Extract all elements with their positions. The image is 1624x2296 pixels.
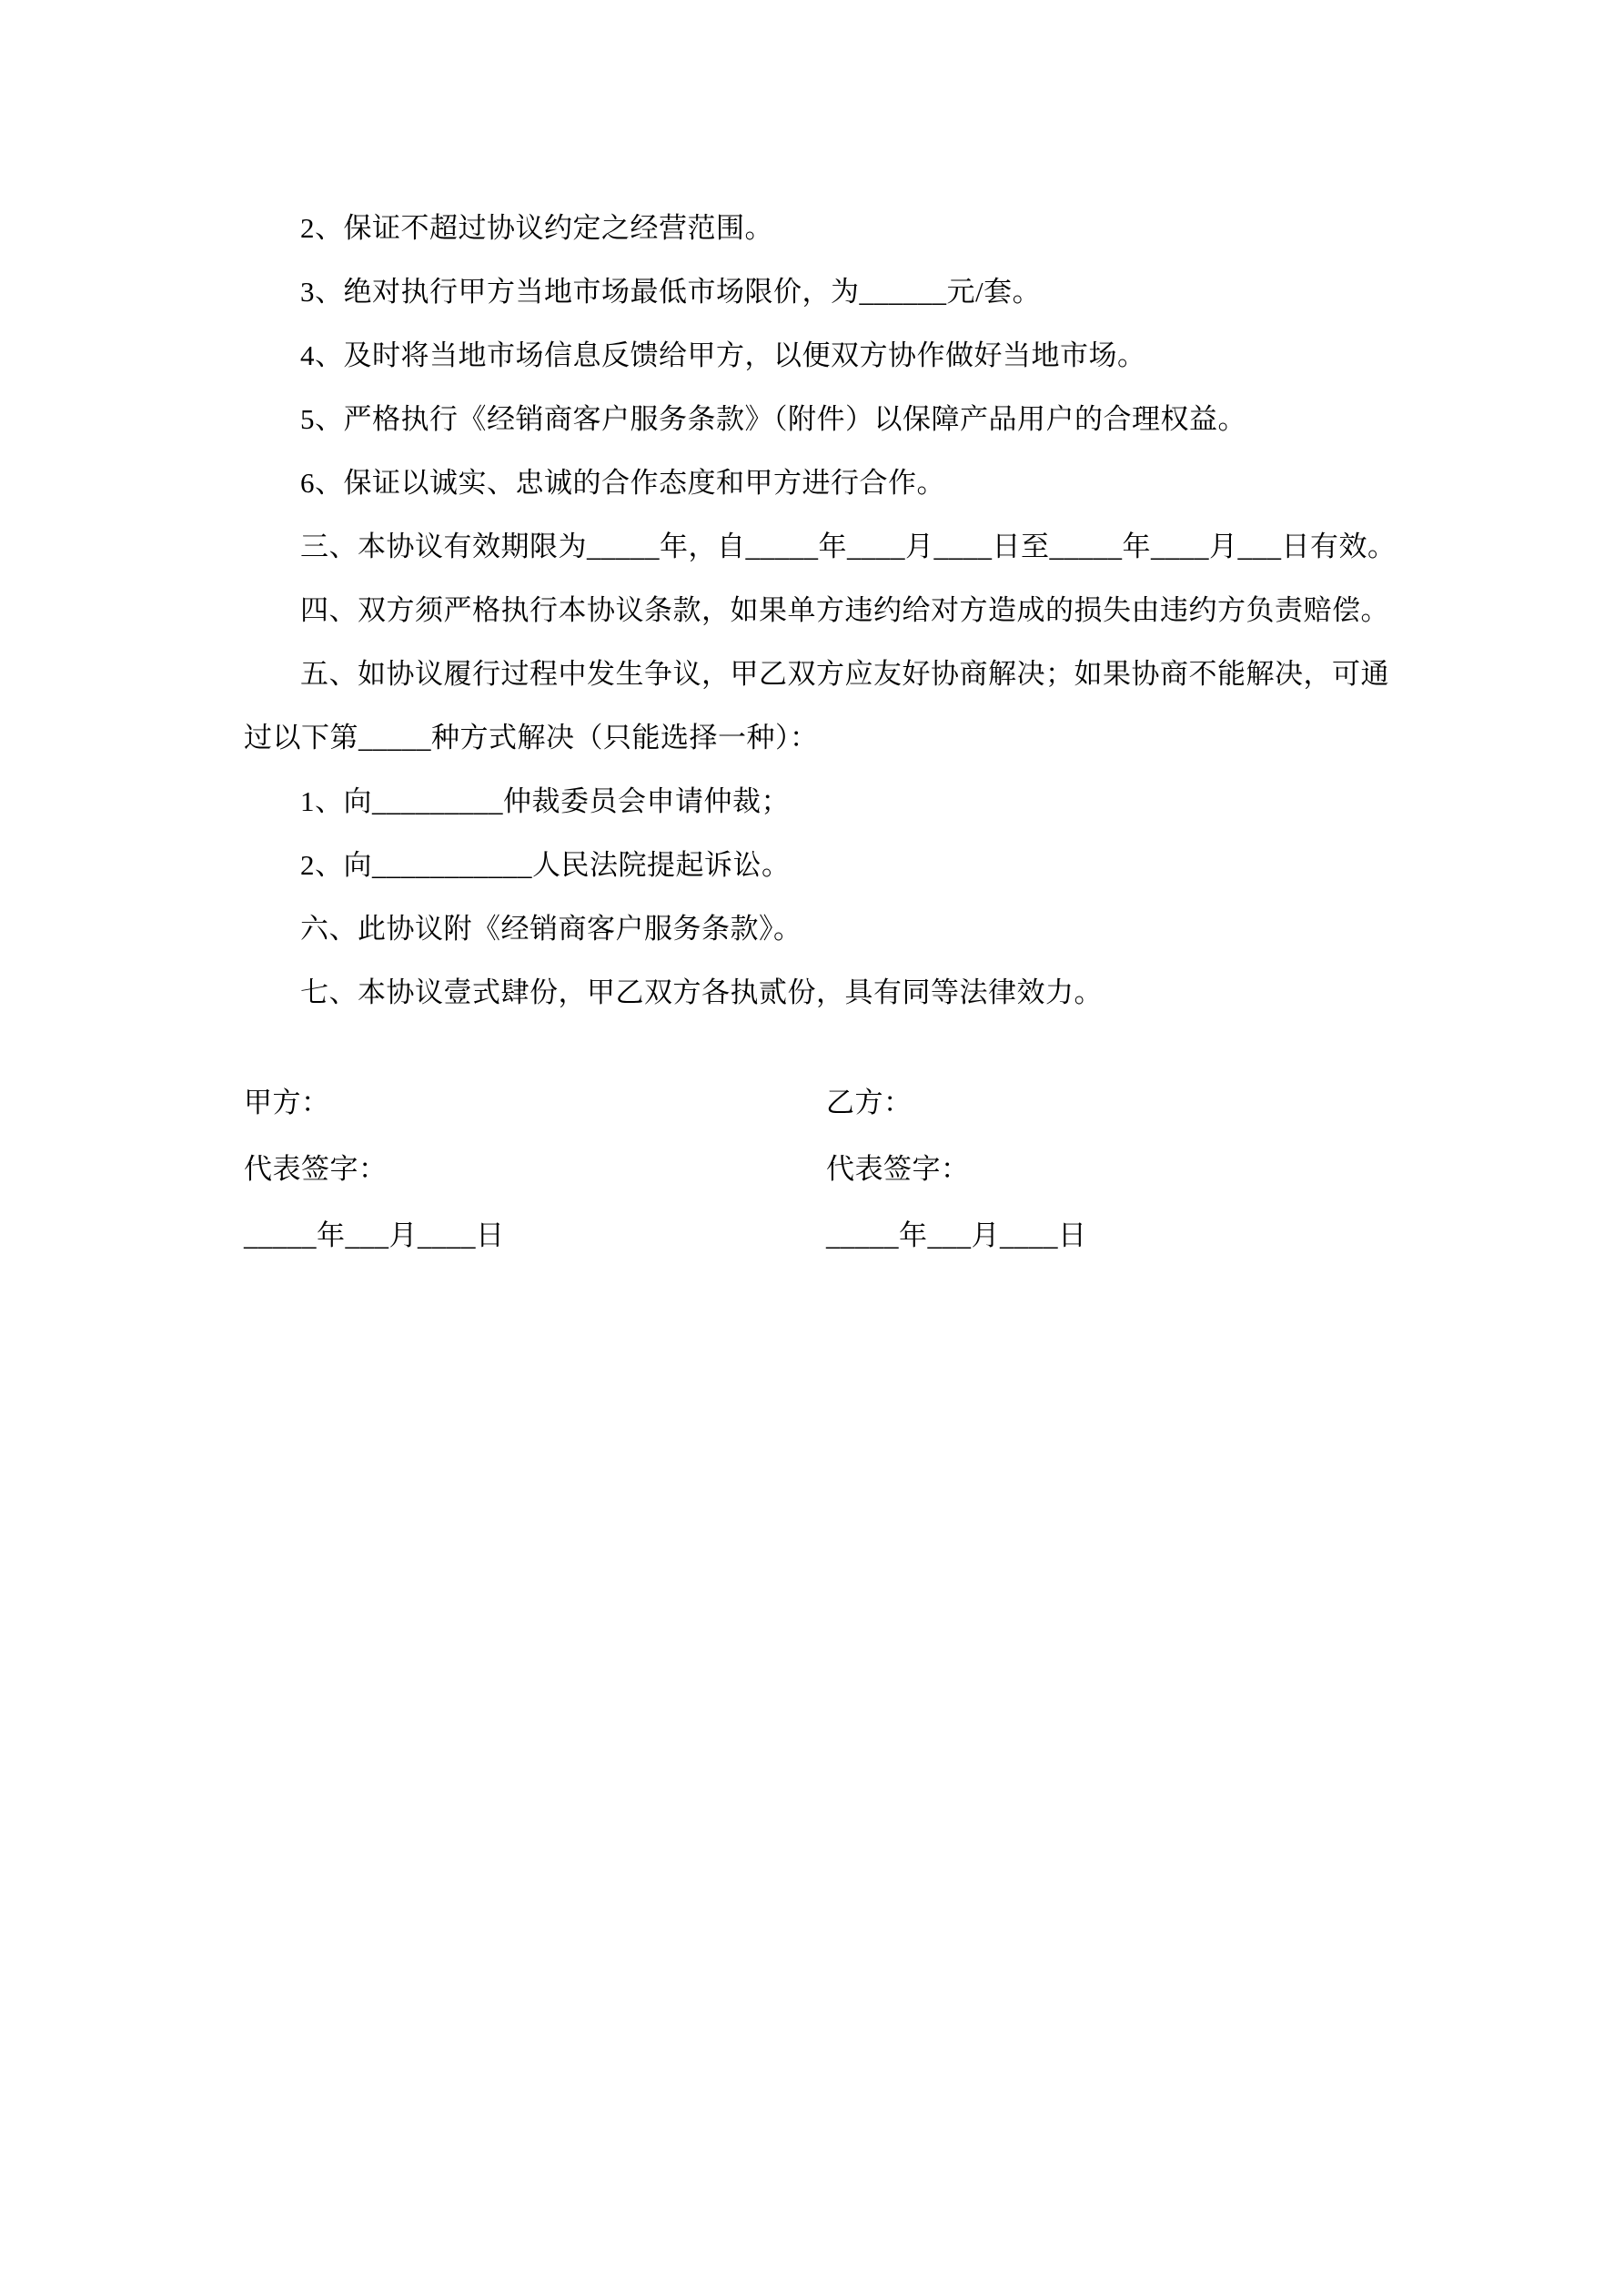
contract-clause: 5、严格执行《经销商客户服务条款》（附件）以保障产品用户的合理权益。 <box>300 403 1246 435</box>
contract-body <box>244 197 1397 1268</box>
contract-clause: 七、本协议壹式肆份，甲乙双方各执贰份，具有同等法律效力。 <box>300 976 1103 1008</box>
contract-clause: 3、绝对执行甲方当地市场最低市场限价，为______元/套。 <box>300 276 1042 308</box>
party-a-date-line: _____年___月____日 <box>244 1219 505 1251</box>
party-b-sign-label: 代表签字： <box>826 1153 970 1185</box>
party-b-date-line: _____年___月____日 <box>826 1219 1087 1251</box>
contract-clause: 六、此协议附《经销商客户服务条款》。 <box>300 913 802 945</box>
contract-clause: 2、向___________人民法院提起诉讼。 <box>300 849 791 881</box>
contract-clause: 三、本协议有效期限为_____年，自_____年____月____日至_____年____月___日有效。 <box>300 531 1397 562</box>
party-a-label: 甲方： <box>244 1087 330 1118</box>
contract-clause: 1、向_________仲裁委员会申请仲裁； <box>300 785 790 817</box>
contract-clause: 2、保证不超过协议约定之经营范围。 <box>300 212 773 244</box>
contract-clause: 四、双方须严格执行本协议条款，如果单方违约给对方造成的损失由违约方负责赔偿。 <box>300 594 1389 626</box>
party-b-label: 乙方： <box>826 1087 913 1118</box>
signature-block <box>244 1070 1378 1268</box>
contract-clause-continuation: 过以下第_____种方式解决（只能选择一种）： <box>244 722 819 754</box>
contract-clause: 五、如协议履行过程中发生争议，甲乙双方应友好协商解决；如果协商不能解决，可通 <box>300 658 1389 690</box>
contract-clause: 6、保证以诚实、忠诚的合作态度和甲方进行合作。 <box>300 467 945 499</box>
party-a-sign-label: 代表签字： <box>244 1153 388 1185</box>
contract-clause: 4、及时将当地市场信息反馈给甲方，以便双方协作做好当地市场。 <box>300 339 1146 371</box>
